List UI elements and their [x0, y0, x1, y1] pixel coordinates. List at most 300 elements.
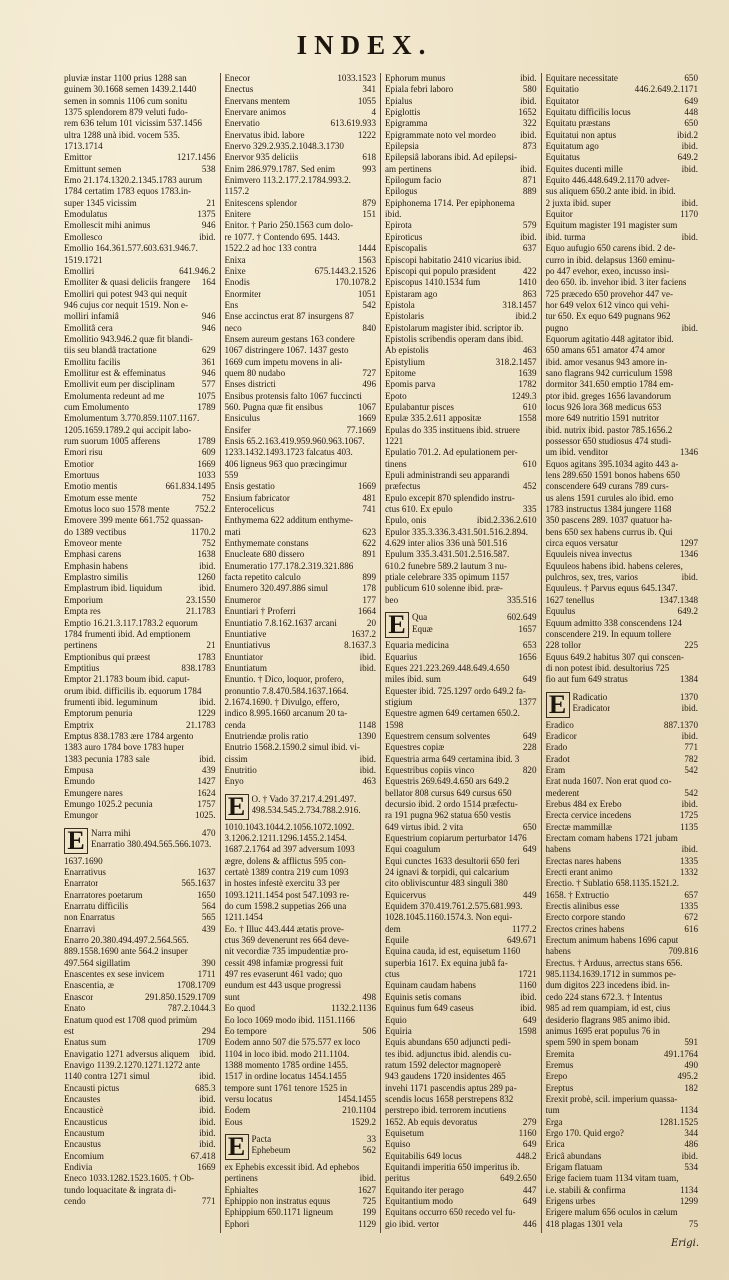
entry-term: Equitans occurro 650 recedo vel fu- — [385, 1207, 516, 1218]
index-entry — [546, 788, 699, 799]
index-entry — [64, 436, 216, 447]
entry-term: 1067 distringere 1067. 1437 gesto — [224, 345, 349, 356]
entry-reference: 67.418 — [190, 1150, 216, 1161]
index-entry — [546, 255, 699, 266]
entry-reference: 565.1637 — [181, 878, 216, 889]
entry-reference: 564 — [201, 901, 216, 912]
entry-reference: 1639 — [518, 367, 537, 378]
index-entry — [385, 243, 537, 254]
index-entry — [225, 402, 377, 413]
entry-term: Epilepsia — [385, 141, 419, 152]
entry-term: decursio ibid. 2 ordo 1514 præfectu- — [385, 798, 518, 809]
entry-term: Emundo — [64, 776, 95, 787]
entry-term: pronuntio 7.8.470.584.1637.1664. — [224, 685, 349, 696]
entry-term: 1517 in ordine locatus 1454.1455 — [224, 1071, 347, 1082]
entry-term: Emollescit mihi animus — [64, 220, 151, 231]
index-entry — [225, 266, 377, 277]
entry-reference: ibid. — [199, 1048, 216, 1059]
index-entry — [546, 731, 699, 742]
entry-reference: 649 — [522, 1014, 537, 1025]
index-entry — [64, 391, 216, 402]
index-entry — [225, 504, 377, 515]
entry-reference: ibid. — [199, 1139, 216, 1150]
entry-term: Epistolaris — [385, 311, 424, 322]
entry-reference: 178 — [362, 583, 376, 594]
index-entry — [573, 703, 699, 714]
entry-reference: 649 — [522, 674, 537, 685]
entry-reference: 1160 — [518, 1127, 537, 1138]
entry-reference: 20 — [366, 617, 376, 628]
index-entry — [64, 164, 216, 175]
index-entry — [225, 368, 377, 379]
index-entry — [225, 833, 377, 844]
index-entry — [385, 232, 537, 243]
entry-term: fio aut fum 649 stratus — [545, 674, 628, 685]
entry-term: Equos agitans 395.1034 agito 443 a- — [545, 458, 679, 469]
entry-term: Equi coagulum — [385, 844, 441, 855]
entry-term: 498.534.545.2.734.788.2.916. — [251, 805, 361, 815]
entry-reference: 446 — [522, 1218, 537, 1229]
index-entry — [385, 459, 537, 470]
entry-reference: 542 — [684, 764, 698, 775]
entry-term: cenda — [224, 719, 246, 730]
index-entry — [64, 311, 216, 322]
index-entry — [385, 481, 537, 492]
entry-reference: 565 — [201, 912, 216, 923]
index-entry — [64, 402, 216, 413]
index-entry — [225, 1060, 377, 1071]
entry-term: Epilepsiâ laborans ibid. Ad epilepsi- — [385, 152, 518, 163]
entry-term: Enuntiative — [224, 628, 267, 639]
entry-term: scendis locus 1658 perstrepens 832 — [385, 1093, 514, 1104]
entry-term: ctus — [385, 969, 400, 980]
entry-term: Erigere malum 656 oculos in cælum — [545, 1207, 678, 1218]
index-entry — [64, 73, 216, 84]
page-title: INDEX. — [296, 30, 433, 60]
entry-term: Equiso — [385, 1139, 411, 1150]
entry-reference: ibid.2 — [515, 311, 537, 322]
entry-reference: 1170.2 — [190, 526, 216, 537]
entry-reference: 170.1078.2 — [335, 277, 376, 288]
entry-term: Equisetum — [385, 1127, 424, 1138]
index-entry — [546, 425, 699, 436]
entry-term: beo — [385, 594, 399, 605]
index-entry — [64, 980, 216, 991]
entry-reference: 538 — [201, 163, 216, 174]
entry-term: Equus 649.2 habitus 307 qui conscen- — [545, 651, 684, 662]
index-entry — [546, 311, 699, 322]
entry-term: cito obliviscuntur 483 singuli 380 — [385, 878, 508, 889]
entry-reference: 439 — [201, 923, 216, 934]
index-entry — [225, 1003, 377, 1014]
entry-term: Radicatio — [572, 691, 608, 702]
index-entry — [546, 209, 699, 220]
entry-term: guinem 30.1668 semen 1439.2.1440 — [64, 84, 197, 95]
entry-term: Epuli administrandi seu apparandi — [385, 470, 510, 481]
entry-term: Epistolis scribendis operam dans ibid. — [385, 333, 524, 344]
index-entry — [385, 538, 537, 549]
entry-term: Emittunt semen — [64, 163, 122, 174]
entry-reference: 650 — [684, 118, 698, 129]
entry-term: Equestris 269.649.4.650 ars 649.2 — [385, 776, 510, 787]
drop-cap-letter: E — [385, 612, 409, 638]
entry-reference: 322 — [522, 118, 537, 129]
index-entry — [64, 901, 216, 912]
entry-term: Emollio 164.361.577.603.631.946.7. — [64, 243, 198, 254]
entry-term: Equum admitto 338 conscendens 124 — [545, 617, 682, 628]
entry-reference: 542 — [362, 299, 376, 310]
entry-term: ibid. — [385, 209, 402, 220]
index-entry — [225, 481, 377, 492]
index-entry — [385, 413, 537, 424]
entry-term: Enimvero 113.2.177.2.1784.993.2. — [224, 175, 351, 186]
index-entry — [225, 822, 377, 833]
index-entry — [385, 810, 537, 821]
index-entry — [64, 549, 216, 560]
entry-reference: 946 — [201, 322, 216, 333]
entry-term: ra 191 pugna 962 statua 650 vestis — [385, 810, 511, 821]
entry-reference: 752.2 — [195, 504, 216, 515]
entry-reference: ibid. — [520, 163, 537, 174]
index-entry — [225, 901, 377, 912]
index-entry — [225, 844, 377, 855]
index-entry — [64, 323, 216, 334]
entry-reference: 1033.1523 — [337, 73, 376, 83]
index-entry — [546, 629, 699, 640]
entry-term: Erga — [545, 1116, 563, 1127]
entry-reference: 1657 — [518, 623, 537, 634]
entry-term: Equulus — [545, 606, 576, 617]
index-entry — [225, 1071, 377, 1082]
index-entry — [64, 924, 216, 935]
entry-reference: 1033 — [197, 470, 216, 481]
entry-reference: 491.1764 — [663, 1048, 698, 1059]
entry-term: Endivia — [64, 1161, 93, 1172]
entry-reference: 891 — [362, 549, 376, 560]
index-entry — [225, 175, 377, 186]
entry-term: Epigrammate noto vel mordeo — [385, 129, 496, 140]
entry-term: Epilogus — [385, 186, 418, 197]
entry-term: ctus 610. Ex epulo — [385, 504, 453, 515]
entry-term: Emittor — [64, 152, 92, 163]
index-entry — [252, 1145, 377, 1156]
entry-reference: ibid. — [681, 1150, 698, 1161]
index-entry — [546, 243, 699, 254]
index-entry — [64, 1173, 216, 1184]
index-entry — [546, 822, 699, 833]
entry-reference: ibid. — [681, 844, 698, 855]
entry-reference: 1669 — [357, 413, 376, 424]
index-entry — [546, 674, 699, 685]
entry-term: Enixa — [224, 254, 246, 265]
entry-term: Encausti pictus — [64, 1082, 120, 1093]
entry-term: Equio — [385, 1014, 407, 1025]
index-entry — [385, 946, 537, 957]
entry-term: 649 virtus ibid. 2 vita — [385, 821, 464, 832]
entry-term: more 649 nutritio 1591 nutritor — [545, 413, 660, 424]
index-entry — [385, 323, 537, 334]
entry-term: Eo. † Illuc 443.444 ætatis prove- — [224, 923, 344, 934]
entry-term: facta repetito calculo — [224, 572, 301, 583]
index-entry — [546, 583, 699, 594]
entry-term: 1627 tenellus — [545, 594, 595, 605]
index-entry — [64, 1015, 216, 1026]
entry-term: Epigramma — [385, 118, 428, 129]
index-entry — [225, 935, 377, 946]
entry-term: 1221 — [385, 436, 404, 446]
entry-term: Epoto — [385, 390, 407, 401]
index-entry — [225, 1207, 377, 1218]
entry-term: Episcopus 1410.1534 fum — [385, 277, 481, 288]
entry-reference: ibid. — [199, 696, 216, 707]
index-entry — [64, 1003, 216, 1014]
entry-term: Erat nuda 1607. Non erat quod co- — [545, 776, 672, 787]
entry-reference: 1721 — [518, 969, 537, 980]
index-entry — [64, 652, 216, 663]
index-entry — [385, 515, 537, 526]
entry-term: 406 ligneus 963 quo præcingimur — [224, 458, 348, 469]
drop-cap-letter: E — [546, 692, 570, 718]
entry-term: Emolliri — [64, 265, 95, 276]
entry-term: Emptorum penuria — [64, 708, 133, 719]
index-entry — [225, 391, 377, 402]
index-entry — [225, 946, 377, 957]
entry-reference: ibid. — [199, 231, 216, 242]
entry-reference: 649.2 — [677, 152, 698, 163]
entry-term: Emoveor mente — [64, 538, 122, 549]
entry-term: Ephori — [224, 1218, 250, 1229]
index-entry — [385, 731, 537, 742]
index-entry — [385, 1196, 537, 1207]
entry-reference: 1222 — [357, 129, 376, 140]
entry-term: hor 649 velox 612 vinco qui vehi- — [545, 299, 670, 310]
drop-cap-letter: E — [225, 794, 249, 820]
index-entry — [64, 946, 216, 957]
entry-term: Enatum quod est 1708 quod primùm — [64, 1014, 198, 1025]
index-entry — [546, 277, 699, 288]
index-entry — [546, 844, 699, 855]
index-entry — [64, 1060, 216, 1071]
entry-term: Enthymemate constans — [224, 538, 309, 549]
entry-term: Pacta — [251, 1133, 272, 1144]
index-entry — [225, 107, 377, 118]
drop-cap-letter: E — [225, 1134, 249, 1160]
entry-term: Enyo — [224, 776, 244, 787]
entry-term: Equina cauda, id est, equisetum 1160 — [385, 946, 521, 957]
entry-reference: ibid. — [359, 764, 376, 775]
entry-term: Emolumenta redeunt ad me — [64, 390, 165, 401]
index-entry — [546, 334, 699, 345]
entry-term: Enarrator — [64, 878, 99, 889]
index-entry — [64, 175, 216, 186]
entry-reference: 8.1637.3 — [344, 640, 376, 651]
index-entry — [546, 901, 699, 912]
index-entry — [64, 300, 216, 311]
index-entry — [385, 266, 537, 277]
entry-term: Enixe — [224, 265, 246, 276]
entry-reference: 1638 — [197, 549, 216, 560]
entry-term: 497 res evaserunt 461 vado; quo — [224, 969, 343, 980]
index-entry — [225, 742, 377, 753]
entry-term: Emphasin habens — [64, 560, 128, 571]
entry-term: Enumeror — [224, 594, 261, 605]
index-entry — [546, 391, 699, 402]
entry-reference: 1669 — [197, 1161, 216, 1172]
entry-term: Erectæ mammillæ — [545, 821, 612, 832]
entry-term: cessit 498 infamiæ progressi fuit — [224, 957, 344, 968]
index-column — [60, 73, 221, 1233]
entry-reference: ibid. — [359, 662, 376, 673]
entry-reference: 21 — [206, 197, 216, 208]
entry-reference: 782 — [684, 753, 698, 764]
entry-term: Enses districti — [224, 379, 276, 390]
index-entry — [546, 856, 699, 867]
entry-term: Erectum animum habens 1696 caput — [545, 935, 679, 946]
entry-term: Erexit probè, scil. imperium quassa- — [545, 1093, 678, 1104]
entry-term: perstrepo ibid. terrorem incutiens — [385, 1105, 507, 1116]
entry-reference: ibid. — [199, 560, 216, 571]
index-entry — [225, 493, 377, 504]
entry-term: 4.629 inter alios 336 unà 501.516 — [385, 538, 507, 549]
index-entry — [225, 1049, 377, 1060]
entry-reference: ibid. — [520, 73, 537, 83]
entry-term: Equestribus copiis vinco — [385, 764, 475, 775]
catchword: Erigi. — [670, 1238, 699, 1249]
entry-term: Enascentes ex sese invicem — [64, 969, 165, 980]
index-entry — [546, 504, 699, 515]
entry-term: non Enarratus — [64, 912, 115, 923]
entry-term: Epulæ 335.2.611 appositæ — [385, 413, 482, 424]
entry-term: sano flagrans 942 curriculum 1598 — [545, 367, 673, 378]
entry-term: 1522.2 ad hoc 133 contra — [224, 243, 317, 254]
entry-term: Enterocelicus — [224, 504, 274, 515]
index-entry — [412, 624, 537, 635]
index-entry — [546, 493, 699, 504]
entry-reference: 649.671 — [506, 935, 537, 946]
entry-term: Emollesco — [64, 231, 103, 242]
index-entry — [64, 799, 216, 810]
entry-reference: 279 — [522, 1116, 537, 1127]
index-entry — [385, 595, 537, 606]
entry-reference: 1075 — [197, 390, 216, 401]
index-entry — [385, 674, 537, 685]
index-entry — [225, 1094, 377, 1105]
entry-term: Emptor 21.1783 boum ibid. caput- — [64, 674, 190, 685]
entry-term: Ensis gestatio — [224, 481, 275, 492]
index-entry — [546, 549, 699, 560]
entry-reference: 498 — [362, 991, 376, 1002]
index-entry — [546, 1117, 699, 1128]
entry-reference: 649.2.650 — [500, 1173, 537, 1184]
index-entry — [385, 856, 537, 867]
index-entry — [546, 357, 699, 368]
entry-term: Enuntiativus — [224, 640, 271, 651]
entry-term: Equicervus — [385, 889, 426, 900]
entry-term: Equitum magister 191 magister sum — [545, 220, 678, 231]
index-entry — [225, 595, 377, 606]
index-entry — [64, 130, 216, 141]
index-entry — [64, 606, 216, 617]
index-entry — [225, 1162, 377, 1173]
entry-reference: 447 — [522, 1184, 537, 1195]
entry-term: desiderio flagrans 985 animo ibid. — [545, 1014, 671, 1025]
entry-reference: 1789 — [197, 436, 216, 446]
index-entry — [385, 1117, 537, 1128]
entry-term: 1383 auro 1784 bove 1783 huper — [64, 742, 185, 753]
entry-term: us alens 1591 curules alo ibid. emo — [545, 492, 674, 503]
index-entry — [64, 141, 216, 152]
index-entry — [385, 220, 537, 231]
entry-reference: 335 — [522, 504, 537, 515]
entry-term: Equitatio — [545, 84, 579, 95]
index-entry — [546, 323, 699, 334]
entry-reference: 182 — [684, 1082, 698, 1093]
entry-term: Eradicator — [572, 702, 611, 713]
entry-reference: 1281.1525 — [659, 1116, 698, 1127]
entry-term: Equinus fum 649 caseus — [385, 1003, 474, 1014]
entry-term: 1211.1454 — [224, 912, 263, 923]
entry-reference: ibid. — [199, 1093, 216, 1104]
entry-reference: 1652 — [518, 107, 537, 118]
index-entry — [225, 300, 377, 311]
entry-reference: 609 — [201, 447, 216, 458]
entry-term: 2.1674.1690. † Divulgo, effero, — [224, 696, 340, 707]
entry-term: cissim — [224, 753, 248, 764]
index-entry — [64, 640, 216, 651]
entry-reference: 641.946.2 — [179, 265, 216, 276]
entry-term: gio ibid. vertor — [385, 1218, 440, 1229]
entry-term: Epulas do 335 instituens ibid. struere — [385, 424, 520, 435]
entry-term: Empta res — [64, 606, 101, 617]
entry-reference: ibid. — [520, 1003, 537, 1014]
entry-reference: 1370 — [679, 691, 698, 702]
entry-reference: ibid. — [681, 141, 698, 152]
entry-term: Enutriendæ prolis ratio — [224, 730, 309, 741]
entry-term: ctus 369 devenerunt res 664 deve- — [224, 935, 349, 946]
index-entry — [225, 289, 377, 300]
section-entries — [252, 794, 377, 817]
index-entry — [546, 436, 699, 447]
index-entry — [64, 810, 216, 821]
index-entry — [546, 652, 699, 663]
entry-term: Equuleis nivea invectus — [545, 549, 632, 560]
index-entry — [64, 788, 216, 799]
entry-term: Ephialtes — [224, 1184, 259, 1195]
entry-reference: 1335 — [679, 901, 698, 912]
index-entry — [64, 1105, 216, 1116]
entry-reference: 1627 — [357, 1184, 376, 1195]
entry-term: pugno — [545, 322, 569, 333]
entry-term: ex Ephebis excessit ibid. Ad ephebos — [224, 1161, 360, 1172]
entry-term: Ephebeum — [251, 1145, 291, 1156]
entry-term: Enavigatio 1271 adversus aliquem — [64, 1048, 190, 1059]
entry-reference: ibid. — [199, 1071, 216, 1082]
entry-term: Erectos crines habens — [545, 923, 625, 934]
index-entry — [546, 935, 699, 946]
entry-term: 1157.2 — [224, 186, 250, 197]
entry-term: Enervo 329.2.935.2.1048.3.1730 — [224, 141, 344, 152]
entry-term: deo 650. ib. invehor ibid. 3 iter faciens — [545, 277, 687, 288]
index-entry — [64, 527, 216, 538]
entry-reference: 470 — [201, 827, 216, 838]
entry-term: Equestria arma 649 certamina ibid. 3 — [385, 753, 520, 764]
entry-reference: 1669 — [197, 458, 216, 469]
entry-term: Enodis — [224, 277, 250, 288]
entry-term: Equitandi imperitia 650 imperitus ib. — [385, 1161, 520, 1172]
entry-reference: 618 — [362, 152, 376, 163]
entry-term: animus 1695 erat populus 76 in — [545, 1025, 660, 1036]
index-entry — [546, 300, 699, 311]
